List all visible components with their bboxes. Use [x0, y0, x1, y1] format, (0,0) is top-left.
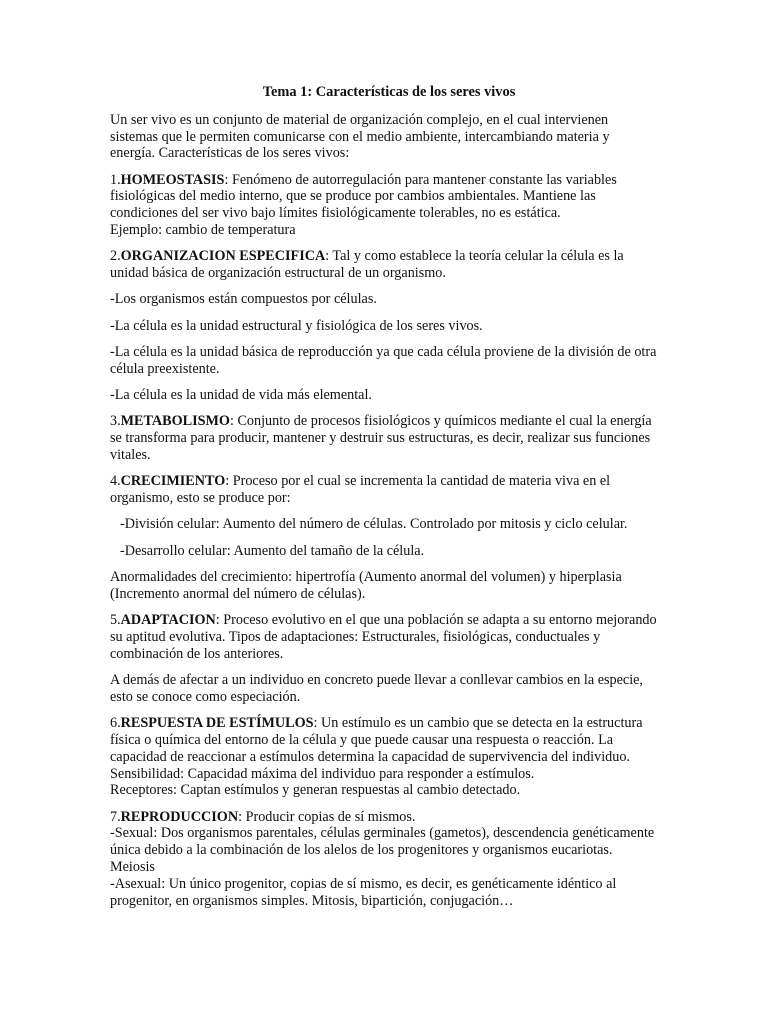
list-item: -Desarrollo celular: Aumento del tamaño de la célula. [120, 542, 425, 559]
section-homeostasis: 1.HOMEOSTASIS: Fenómeno de autorregulación para mantener constante las variables fisiológicas del medio interno, que se produce por cambios ambientales. Mantiene las condiciones del ser vivo bajo límites fisiológicamente tolerables, no es estática. Ejemplo: cambio de temperatura [110, 171, 617, 239]
section-reproduccion: 7.REPRODUCCION: Producir copias de sí mismos. -Sexual: Dos organismos parentales, células germinales (gametos), descendencia genéticamente única debido a la combinación de los alelos de los progenitores y organismos eucariotas. Meiosis -Asexual: Un único progenitor, copias de sí mismo, es decir, es genéticamente idéntico al progenitor, en organismos simples. Mitosis, bipartición, conjugación… [110, 808, 655, 909]
section-heading: HOMEOSTASIS [120, 171, 225, 188]
adaptacion-especiacion: A demás de afectar a un individuo en concreto puede llevar a conllevar cambios en la especie, esto se conoce como especiación. [110, 672, 643, 705]
intro-paragraph: Un ser vivo es un conjunto de material de organización complejo, en el cual intervienen sistemas que le permiten comunicarse con el medio ambiente, intercambiando materia y energía. Características de los seres vivos: [110, 111, 610, 162]
list-item: -La célula es la unidad básica de reproducción ya que cada célula proviene de la división de otra célula preexistente. [110, 344, 657, 377]
list-item: -División celular: Aumento del número de células. Controlado por mitosis y ciclo celular. [120, 516, 628, 533]
section-crecimiento: 4.CRECIMIENTO: Proceso por el cual se incrementa la cantidad de materia viva en el organismo, esto se produce por: [110, 473, 611, 507]
section-metabolismo: 3.METABOLISMO: Conjunto de procesos fisiológicos y químicos mediante el cual la energía se transforma para producir, mantener y destruir sus estructuras, es decir, realizar sus funciones vitales. [110, 413, 652, 464]
section-adaptacion: 5.ADAPTACION: Proceso evolutivo en el que una población se adapta a su entorno mejorando su aptitud evolutiva. Tipos de adaptaciones: Estructurales, fisiológicas, conductuales y combinación de los anteriores. [110, 612, 657, 662]
section-respuesta-estimulos: 6.RESPUESTA DE ESTÍMULOS: Un estímulo es un cambio que se detecta en la estructura física o química del entorno de la célula y que puede causar una respuesta o reacción. La capacidad de reaccionar a estímulos determina la capacidad de supervivencia del individuo. Sensibilidad: Capacidad máxima del individuo para responder a estímulos. Receptores: Captan estímulos y generan respuestas al cambio detectado. [110, 715, 643, 799]
section-heading: ORGANIZACION ESPECIFICA [120, 248, 326, 265]
section-heading: METABOLISMO [120, 413, 230, 430]
section-heading: CRECIMIENTO [120, 473, 226, 490]
document-title: Tema 1: Características de los seres vivos [262, 84, 516, 100]
section-heading: REPRODUCCION [120, 808, 239, 825]
list-item: -Los organismos están compuestos por células. [110, 291, 377, 308]
crecimiento-anormalidades: Anormalidades del crecimiento: hipertrofía (Aumento anormal del volumen) y hiperplasia (Incremento anormal del número de células). [110, 569, 622, 602]
section-heading: RESPUESTA DE ESTÍMULOS [120, 715, 314, 732]
section-heading: ADAPTACION [120, 612, 216, 629]
list-item: -La célula es la unidad de vida más elemental. [110, 387, 372, 404]
section-organizacion: 2.ORGANIZACION ESPECIFICA: Tal y como establece la teoría celular la célula es la unidad básica de organización estructural de un organismo. [110, 248, 624, 282]
list-item: -La célula es la unidad estructural y fisiológica de los seres vivos. [110, 317, 483, 334]
